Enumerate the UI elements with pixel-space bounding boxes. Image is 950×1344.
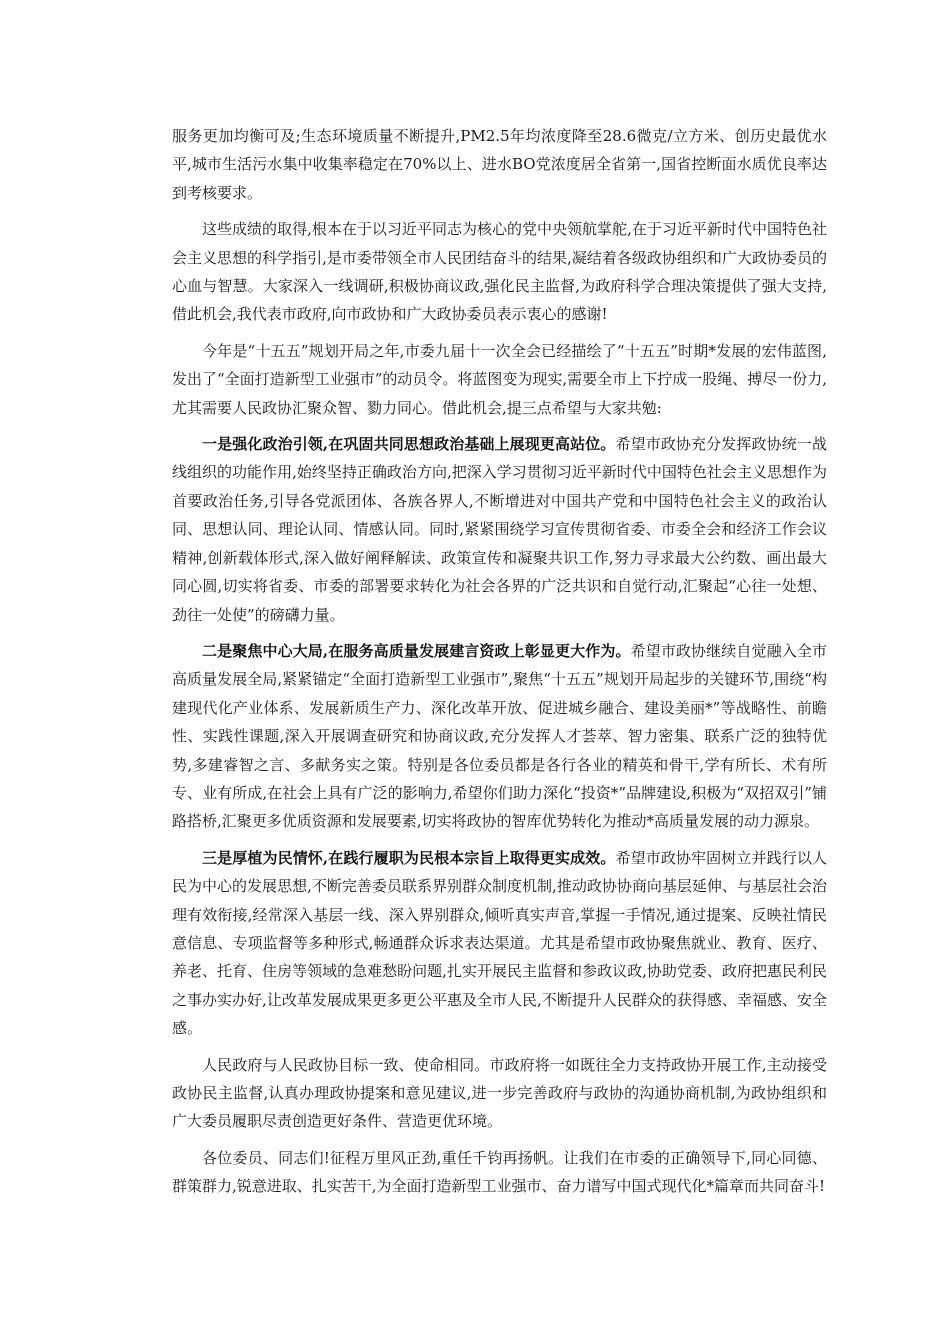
paragraph [172, 337, 827, 422]
paragraph [172, 844, 827, 1043]
paragraph [172, 430, 827, 629]
paragraph [172, 1144, 827, 1201]
paragraph-text: 服务更加均衡可及;生态环境质量不断提升,PM2.5年均浓度降至28.6微克/立方米、创历史最优水平,城市生活污水集中收集率稳定在70%以上、进水BO党浓度居全省第一,国省控断面水质优良率达到考核要求。 [172, 127, 827, 202]
paragraph-text: 各位委员、同志们!征程万里风正劲,重任千钧再扬帆。让我们在市委的正确领导下,同心同德、群策群力,锐意进取、扎实苦干,为全面打造新型工业强市、奋力谱写中国式现代化*篇章而共同奋斗! [172, 1148, 827, 1196]
paragraph-lead-bold: 二是聚焦中心大局,在服务高质量发展建言资政上彰显更大作为。 [202, 641, 631, 660]
paragraph-text: 人民政府与人民政协目标一致、使命相同。市政府将一如既往全力支持政协开展工作,主动接受政协民主监督,认真办理政协提案和意见建议,进一步完善政府与政协的沟通协商机制,为政协组织和广大委员履职尽责创造更好条件、营造更优环境。 [172, 1055, 827, 1131]
document-body [172, 122, 827, 1209]
paragraph [172, 122, 827, 207]
paragraph-text: 希望市政协充分发挥政协统一战线组织的功能作用,始终坚持正确政治方向,把深入学习贯彻习近平新时代中国特色社会主义思想作为首要政治任务,引导各党派团体、各族各界人,不断增进对中国共产党和中国特色社会主义的政治认同、思想认同、理论认同、情感认同。同时,紧紧围绕学习宣传贯彻省委、市委全会和经济工作会议精神,创新载体形式,深入做好阐释解读、政策宣传和凝聚共识工作,努力寻求最大公约数、画出最大同心圆,切实将省委、市委的部署要求转化为社会各界的广泛共识和自觉行动,汇聚起“心往一处想、劲往一处使”的磅礴力量。 [172, 435, 827, 624]
paragraph-lead-bold: 一是强化政治引领,在巩固共同思想政治基础上展现更高站位。 [202, 435, 616, 454]
paragraph-text: 希望市政协牢固树立并践行以人民为中心的发展思想,不断完善委员联系界别群众制度机制,推动政协协商向基层延伸、与基层社会治理有效衔接,经常深入基层一线、深入界别群众,倾听真实声音,掌握一手情况,通过提案、反映社情民意信息、专项监督等多种形式,畅通群众诉求表达渠道。尤其是希望市政协聚焦就业、教育、医疗、养老、托育、住房等领域的急难愁盼问题,扎实开展民主监督和参政议政,协助党委、政府把惠民利民之事办实办好,让改革发展成果更多更公平惠及全市人民,不断提升人民群众的获得感、幸福感、安全感。 [172, 848, 827, 1038]
paragraph-text: 这些成绩的取得,根本在于以习近平同志为核心的党中央领航掌舵,在于习近平新时代中国特色社会主义思想的科学指引,是市委带领全市人民团结奋斗的结果,凝结着各级政协组织和广大政协委员的心血与智慧。大家深入一线调研,积极协商议政,强化民主监督,为政府科学合理决策提供了强大支持,借此机会,我代表市政府,向市政协和广大政协委员表示衷心的感谢! [172, 220, 827, 324]
paragraph-text: 今年是“十五五”规划开局之年,市委九届十一次全会已经描绘了“十五五”时期*发展的宏伟蓝图,发出了“全面打造新型工业强市”的动员令。将蓝图变为现实,需要全市上下拧成一股绳、搏尽一份力,尤其需要人民政协汇聚众智、勠力同心。借此机会,提三点希望与大家共勉: [172, 341, 827, 417]
paragraph-lead-bold: 三是厚植为民情怀,在践行履职为民根本宗旨上取得更实成效。 [202, 848, 616, 867]
paragraph-text: 希望市政协继续自觉融入全市高质量发展全局,紧紧锚定“全面打造新型工业强市”,聚焦“十五五”规划开局起步的关键环节,围绕“构建现代化产业体系、发展新质生产力、深化改革开放、促进城乡融合、建设美丽*”等战略性、前瞻性、实践性课题,深入开展调查研究和协商议政,充分发挥人才荟萃、智力密集、联系广泛的独特优势,多建睿智之言、多献务实之策。特别是各位委员都是各行各业的精英和骨干,学有所长、术有所专、业有所成,在社会上具有广泛的影响力,希望你们助力深化“投资*”品牌建设,积极为“双招双引”铺路搭桥,汇聚更多优质资源和发展要素,切实将政协的智库优势转化为推动*高质量发展的动力源泉。 [172, 641, 827, 831]
paragraph [172, 637, 827, 836]
paragraph [172, 215, 827, 329]
paragraph [172, 1051, 827, 1136]
